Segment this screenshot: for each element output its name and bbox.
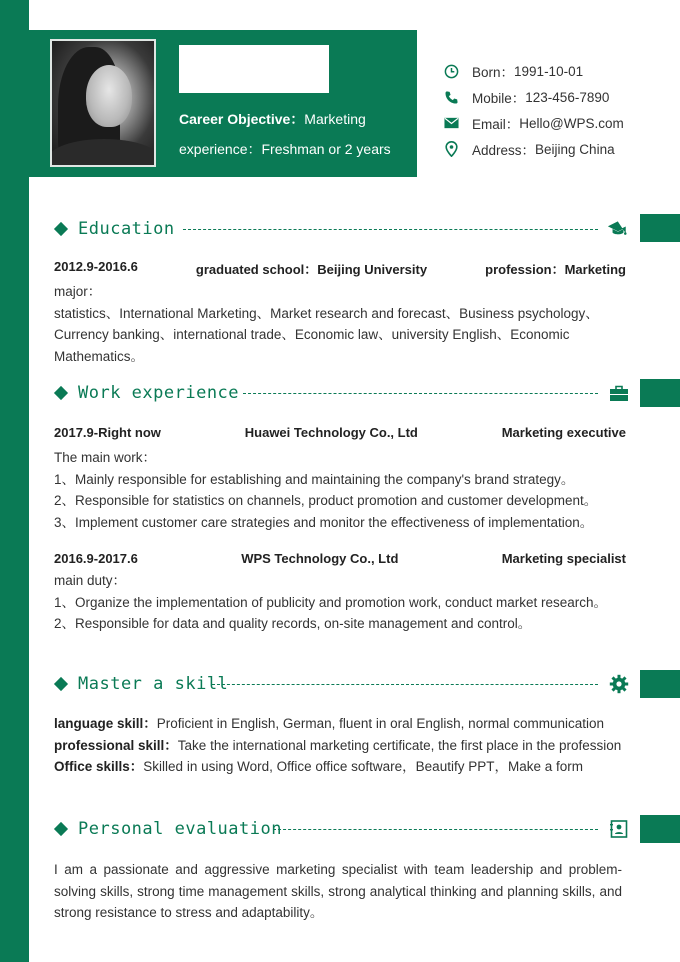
objective-label: Career Objective： bbox=[179, 111, 305, 127]
skills-list bbox=[54, 713, 634, 778]
clock-icon bbox=[443, 63, 459, 79]
diamond-bullet-icon bbox=[54, 677, 68, 691]
gear-icon bbox=[609, 674, 629, 694]
education-row bbox=[54, 259, 626, 278]
objective-value: Marketing bbox=[304, 111, 366, 127]
diamond-bullet-icon bbox=[54, 222, 68, 236]
education-school: graduated school：Beijing University bbox=[195, 262, 428, 277]
skill-item: professional skill：Take the international marketing certificate, the first place in the profession bbox=[54, 737, 622, 753]
section-title-evaluation: Personal evaluation bbox=[53, 817, 282, 841]
section-tab bbox=[640, 214, 680, 242]
mail-icon bbox=[443, 115, 459, 131]
contact-mobile: Mobile： 123-456-7890 bbox=[443, 84, 624, 110]
section-divider bbox=[243, 393, 598, 394]
diamond-bullet-icon bbox=[54, 386, 68, 400]
section-divider bbox=[183, 229, 598, 230]
job-duties-2: main duty： 1、Organize the implementation of publicity and promotion work, conduct market research。 2、Responsible for data and quality records, on-site management and control。 bbox=[54, 573, 608, 632]
section-tab bbox=[640, 815, 680, 843]
section-tab bbox=[640, 670, 680, 698]
left-accent-bar bbox=[0, 0, 29, 962]
education-profession: profession：Marketing bbox=[485, 262, 626, 277]
id-card-icon bbox=[609, 819, 629, 839]
skill-item: Office skills：Skilled in using Word, Office office software，Beautify PPT，Make a form bbox=[54, 759, 583, 775]
phone-icon bbox=[443, 89, 459, 105]
contact-born: Born： 1991-10-01 bbox=[443, 58, 624, 84]
skill-item: language skill：Proficient in English, German, fluent in oral English, normal communication bbox=[54, 716, 604, 731]
section-tab bbox=[640, 379, 680, 407]
diamond-bullet-icon bbox=[54, 822, 68, 836]
job-duties-1: The main work： 1、Mainly responsible for establishing and maintaining the company's brand strategy。 2、Responsible for statistics on channels, product promotion and customer development。 3、Implement customer care strategies and monitor the effectiveness of implementation。 bbox=[54, 450, 598, 530]
graduation-cap-icon bbox=[608, 219, 628, 239]
section-title-skills: Master a skill bbox=[53, 672, 228, 696]
location-pin-icon bbox=[443, 141, 459, 157]
profile-photo bbox=[50, 39, 156, 167]
career-objective bbox=[179, 104, 409, 164]
contact-info bbox=[443, 58, 624, 162]
experience-value: Freshman or 2 years bbox=[261, 141, 391, 157]
experience-label: experience： bbox=[179, 141, 262, 157]
briefcase-icon bbox=[609, 383, 629, 403]
name-placeholder-box bbox=[179, 45, 329, 93]
job-row-1: 2017.9-Right now Huawei Technology Co., Ltd Marketing executive bbox=[54, 425, 626, 440]
contact-email: Email： Hello@WPS.com bbox=[443, 110, 624, 136]
section-title-work: Work experience bbox=[53, 381, 239, 405]
section-divider bbox=[273, 829, 598, 830]
job-row-2: 2016.9-2017.6 WPS Technology Co., Ltd Marketing specialist bbox=[54, 551, 626, 566]
section-title-education: Education bbox=[53, 217, 175, 241]
section-divider bbox=[212, 684, 598, 685]
education-date: 2012.9-2016.6 bbox=[54, 259, 138, 274]
contact-address: Address： Beijing China bbox=[443, 136, 624, 162]
evaluation-text: I am a passionate and aggressive marketing specialist with team leadership and problem-solving skills, strong time management skills, strong analytical thinking and planning skills, and strong resistance to stress and adaptability。 bbox=[54, 862, 622, 921]
education-major: major： statistics、International Marketing、Market research and forecast、Business psychology、Currency banking、international trade、Economic law、university English、Economic Mathematics。 bbox=[54, 284, 599, 364]
